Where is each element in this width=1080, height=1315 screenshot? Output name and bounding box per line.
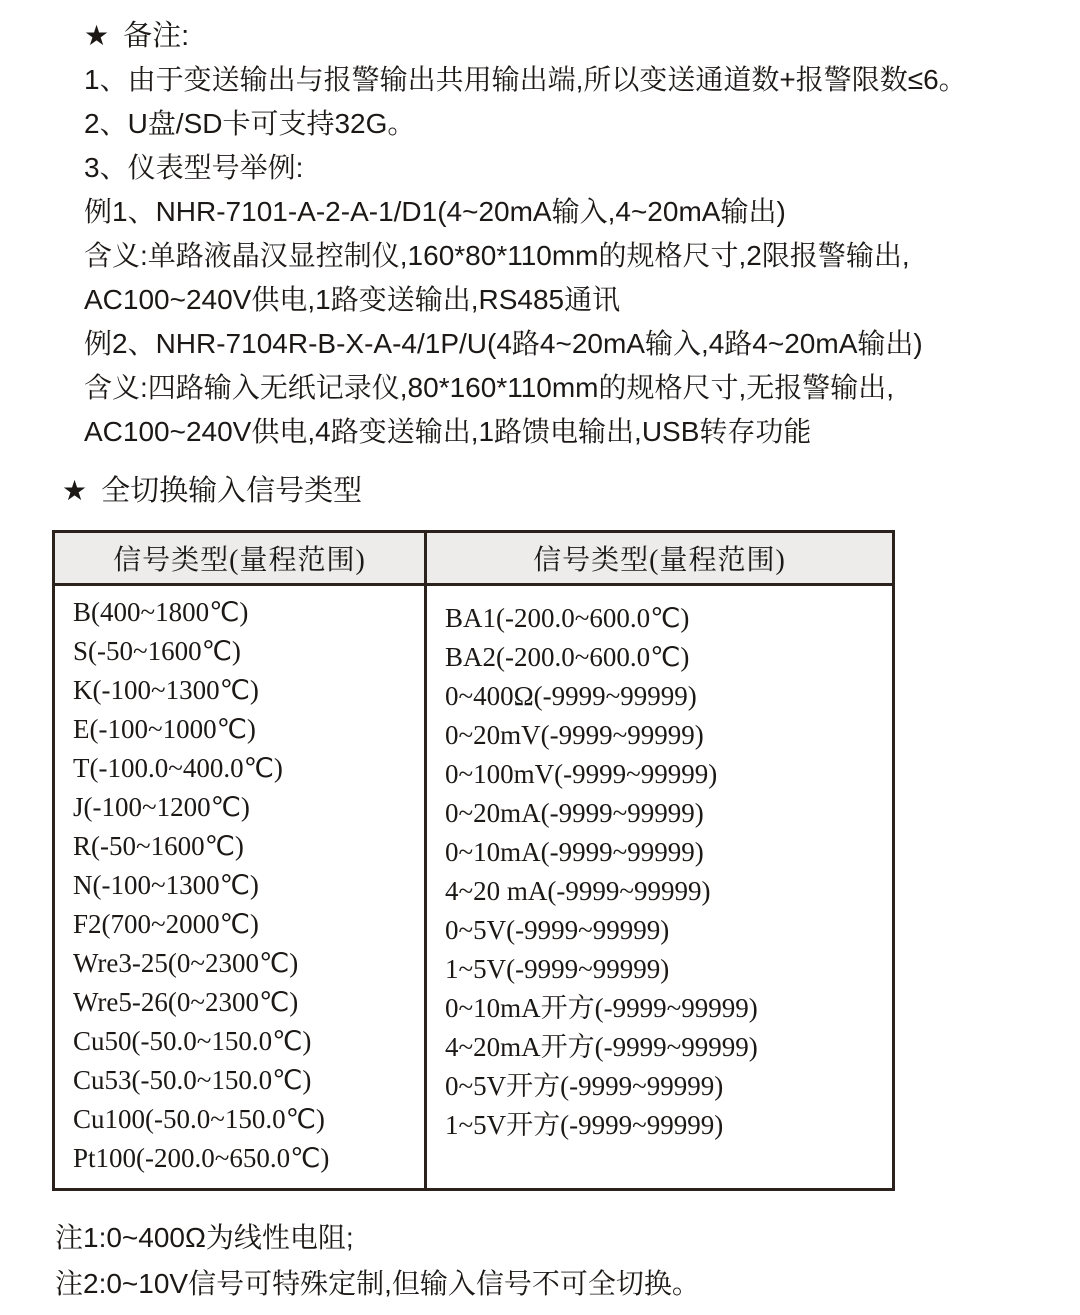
signal-section-heading-line <box>62 468 1080 514</box>
signal-row: 0~20mV(-9999~99999) <box>445 720 704 750</box>
star-icon: ★ <box>84 20 110 51</box>
signal-row: BA2(-200.0~600.0℃) <box>445 642 690 672</box>
example-line: 例2、NHR-7104R-B-X-A-4/1P/U(4路4~20mA输入,4路4~20mA输出) <box>84 328 923 359</box>
example-line: 例1、NHR-7101-A-2-A-1/D1(4~20mA输入,4~20mA输出) <box>84 196 786 227</box>
signal-table-right-column <box>427 586 892 1188</box>
signal-row: B(400~1800℃) <box>73 597 249 627</box>
signal-row: 0~20mA(-9999~99999) <box>445 798 704 828</box>
example-line: AC100~240V供电,1路变送输出,RS485通讯 <box>84 284 621 315</box>
footnote: 注2:0~10V信号可特殊定制,但输入信号不可全切换。 <box>55 1268 700 1299</box>
signal-row: T(-100.0~400.0℃) <box>73 753 283 783</box>
signal-table-header-row <box>55 533 892 586</box>
signal-row: 1~5V(-9999~99999) <box>445 954 670 984</box>
signal-row: 0~10mA开方(-9999~99999) <box>445 993 758 1023</box>
remark-note: 3、仪表型号举例: <box>84 152 304 183</box>
signal-row: 0~400Ω(-9999~99999) <box>445 681 697 711</box>
remarks-heading-line <box>84 14 1080 58</box>
signal-row: Cu100(-50.0~150.0℃) <box>73 1104 325 1134</box>
remarks-section <box>0 0 1080 454</box>
example-line: 含义:四路输入无纸记录仪,80*160*110mm的规格尺寸,无报警输出, <box>84 372 895 403</box>
signal-row: K(-100~1300℃) <box>73 675 259 705</box>
signal-table-left-column <box>55 586 427 1188</box>
signal-table-header-right: 信号类型(量程范围) <box>533 545 786 576</box>
signal-row: Cu53(-50.0~150.0℃) <box>73 1065 312 1095</box>
remarks-heading: 备注: <box>123 20 190 52</box>
signal-row: E(-100~1000℃) <box>73 714 256 744</box>
signal-row: BA1(-200.0~600.0℃) <box>445 603 690 633</box>
signal-row: F2(700~2000℃) <box>73 909 259 939</box>
example-line: 含义:单路液晶汉显控制仪,160*80*110mm的规格尺寸,2限报警输出, <box>84 240 910 271</box>
remark-note: 2、U盘/SD卡可支持32G。 <box>84 108 416 139</box>
signal-row: 0~100mV(-9999~99999) <box>445 759 718 789</box>
signal-section-heading: 全切换输入信号类型 <box>101 475 363 507</box>
signal-row: 0~10mA(-9999~99999) <box>445 837 704 867</box>
signal-row: 0~5V(-9999~99999) <box>445 915 670 945</box>
signal-row: 4~20 mA(-9999~99999) <box>445 876 711 906</box>
signal-row: R(-50~1600℃) <box>73 831 244 861</box>
signal-row: 1~5V开方(-9999~99999) <box>445 1110 724 1140</box>
remark-note: 1、由于变送输出与报警输出共用输出端,所以变送通道数+报警限数≤6。 <box>84 64 967 95</box>
signal-row: Cu50(-50.0~150.0℃) <box>73 1026 312 1056</box>
example-line: AC100~240V供电,4路变送输出,1路馈电输出,USB转存功能 <box>84 416 812 447</box>
signal-row: Wre3-25(0~2300℃) <box>73 948 299 978</box>
signal-type-table <box>52 530 895 1191</box>
signal-table-header-left: 信号类型(量程范围) <box>55 533 427 583</box>
footnotes <box>55 1215 1080 1307</box>
signal-table-body <box>55 586 892 1188</box>
signal-row: S(-50~1600℃) <box>73 636 241 666</box>
signal-row: N(-100~1300℃) <box>73 870 259 900</box>
signal-row: 4~20mA开方(-9999~99999) <box>445 1032 758 1062</box>
footnote: 注1:0~400Ω为线性电阻; <box>55 1222 354 1253</box>
star-icon: ★ <box>62 475 88 506</box>
signal-row: J(-100~1200℃) <box>73 792 250 822</box>
signal-row: 0~5V开方(-9999~99999) <box>445 1071 724 1101</box>
signal-row: Pt100(-200.0~650.0℃) <box>73 1143 330 1173</box>
signal-row: Wre5-26(0~2300℃) <box>73 987 299 1017</box>
